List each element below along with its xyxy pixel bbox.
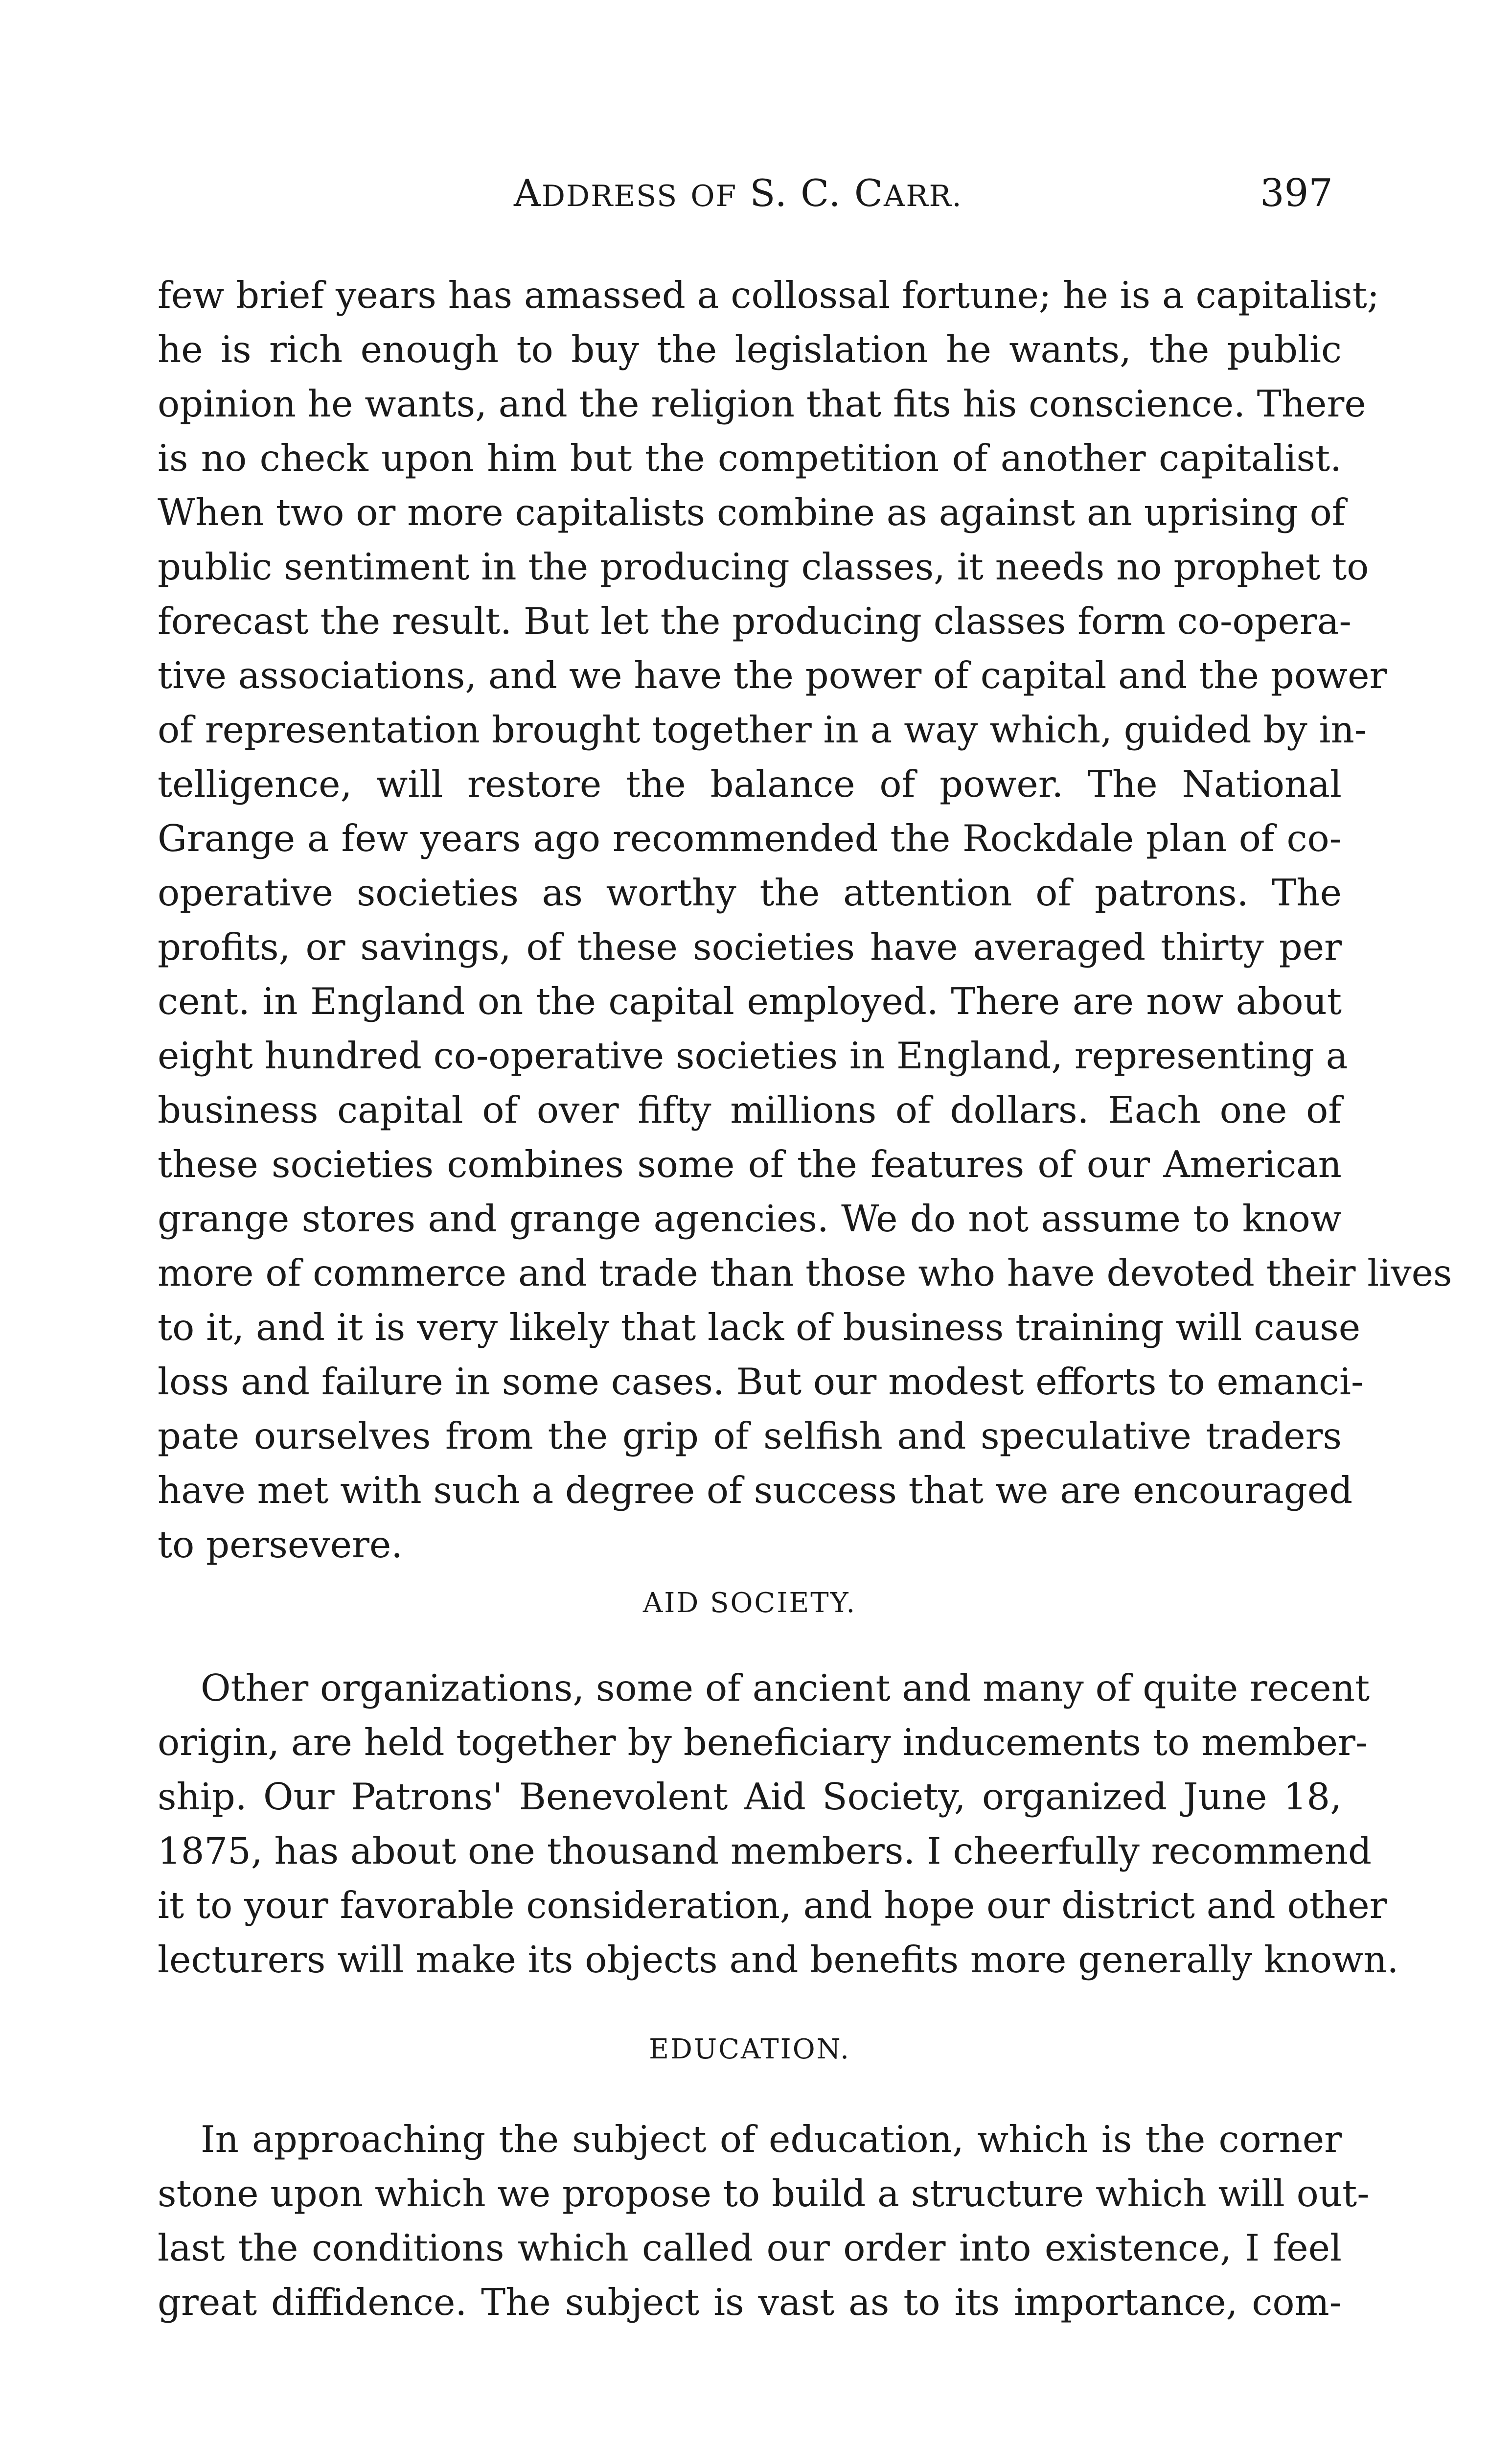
running-head bbox=[0, 171, 1512, 220]
text-line: operative societies as worthy the attention of patrons. The bbox=[158, 871, 1342, 914]
text-line: tive associations, and we have the power of capital and the power bbox=[158, 654, 1387, 697]
text-line: have met with such a degree of success that we are encouraged bbox=[158, 1469, 1353, 1512]
text-line: these societies combines some of the features of our American bbox=[158, 1143, 1342, 1186]
page-number: 397 bbox=[1260, 171, 1333, 215]
text-line: of representation brought together in a way which, guided by in- bbox=[158, 708, 1367, 751]
text-line: public sentiment in the producing classes, it needs no prophet to bbox=[158, 545, 1369, 588]
text-line: eight hundred co-operative societies in England, representing a bbox=[158, 1034, 1348, 1077]
text-line: stone upon which we propose to build a structure which will out- bbox=[158, 2172, 1370, 2215]
text-line: is no check upon him but the competition of another capitalist. bbox=[158, 437, 1342, 480]
text-line: forecast the result. But let the producing classes form co-opera- bbox=[158, 600, 1352, 643]
paragraph-education bbox=[158, 2112, 1370, 2330]
text-line: Other organizations, some of ancient and many of quite recent bbox=[201, 1666, 1370, 1709]
paragraph-capitalists bbox=[158, 268, 1452, 1572]
text-line: Grange a few years ago recommended the Rockdale plan of co- bbox=[158, 817, 1342, 860]
text-line: cent. in England on the capital employed. There are now about bbox=[158, 980, 1342, 1023]
text-line: lecturers will make its objects and benefits more generally known. bbox=[158, 1938, 1399, 1981]
text-line: 1875, has about one thousand members. I cheerfully recommend bbox=[158, 1829, 1372, 1872]
text-line: to persevere. bbox=[158, 1523, 403, 1566]
text-line: to it, and it is very likely that lack of business training will cause bbox=[158, 1306, 1361, 1349]
text-line: more of commerce and trade than those who have devoted their lives bbox=[158, 1251, 1452, 1294]
text-line: it to your favorable consideration, and hope our district and other bbox=[158, 1884, 1387, 1927]
text-line: profits, or savings, of these societies have averaged thirty per bbox=[158, 925, 1342, 969]
text-line: When two or more capitalists combine as against an uprising of bbox=[158, 491, 1346, 534]
section-heading-aid-society: AID SOCIETY. bbox=[642, 1587, 857, 1619]
text-line: loss and failure in some cases. But our modest efforts to emanci- bbox=[158, 1360, 1364, 1403]
text-line: last the conditions which called our order into existence, I feel bbox=[158, 2226, 1342, 2269]
text-line: he is rich enough to buy the legislation he wants, the public bbox=[158, 328, 1342, 371]
text-line: opinion he wants, and the religion that fits his conscience. There bbox=[158, 382, 1366, 425]
body-text bbox=[158, 268, 1452, 2330]
text-line: ship. Our Patrons' Benevolent Aid Society, organized June 18, bbox=[158, 1775, 1342, 1818]
paragraph-aid-society bbox=[158, 1661, 1399, 1987]
text-line: grange stores and grange agencies. We do not assume to know bbox=[158, 1197, 1342, 1240]
text-line: In approaching the subject of education, which is the corner bbox=[201, 2118, 1342, 2161]
text-line: great diffidence. The subject is vast as to its importance, com- bbox=[158, 2281, 1342, 2324]
text-line: origin, are held together by beneficiary inducements to member- bbox=[158, 1721, 1368, 1764]
text-line: pate ourselves from the grip of selfish and speculative traders bbox=[158, 1414, 1342, 1457]
text-line: telligence, will restore the balance of power. The National bbox=[158, 762, 1342, 806]
text-line: few brief years has amassed a collossal fortune; he is a capitalist; bbox=[158, 274, 1379, 317]
running-title: ADDRESS OF S. C. CARR. bbox=[514, 171, 962, 215]
section-heading-education: EDUCATION. bbox=[649, 2033, 850, 2065]
text-line: business capital of over fifty millions of dollars. Each one of bbox=[158, 1088, 1342, 1131]
